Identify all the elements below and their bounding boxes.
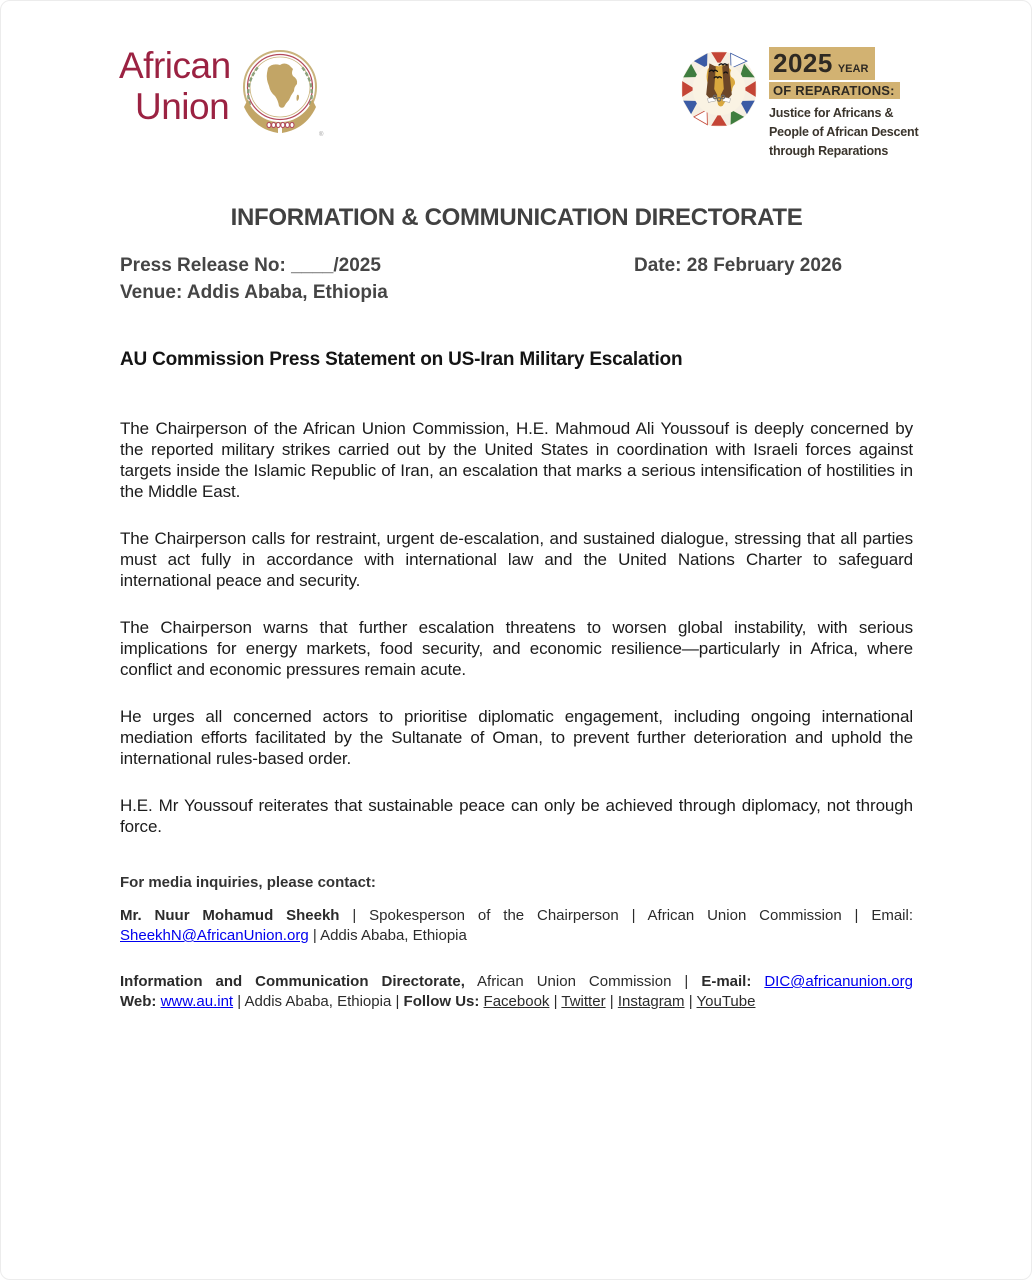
- email-label: E-mail:: [701, 973, 752, 990]
- svg-text:®: ®: [318, 132, 324, 138]
- spokesperson-role: | Spokesperson of the Chairperson | African Union Commission | Email:: [339, 907, 913, 924]
- directorate-email-link[interactable]: DIC@africanunion.org: [764, 973, 913, 990]
- reparations-year: 2025: [773, 48, 833, 78]
- press-release-footer: [120, 873, 913, 1012]
- press-release-content: [120, 204, 913, 1038]
- directorate-contact: [120, 972, 913, 1012]
- twitter-link[interactable]: Twitter: [561, 993, 606, 1010]
- reparations-emblem-icon: [679, 47, 759, 131]
- reparations-subtitle: OF REPARATIONS:: [769, 82, 900, 99]
- directorate-org: African Union Commission |: [464, 973, 702, 990]
- follow-us-label: Follow Us:: [403, 993, 480, 1010]
- paragraph-5: H.E. Mr Youssouf reiterates that sustainable peace can only be achieved through diplomacy, not through force.: [120, 796, 913, 836]
- address-text: | Addis Ababa, Ethiopia |: [233, 993, 404, 1010]
- spokesperson-location: | Addis Ababa, Ethiopia: [308, 927, 467, 944]
- directorate-name: Information and Communication Directorate,: [120, 973, 465, 990]
- reparations-year-banner: [769, 47, 875, 80]
- reparations-tagline-2: People of African Descent: [769, 125, 919, 139]
- reparations-2025-logo: [679, 47, 918, 159]
- press-release-date: Date: 28 February 2026: [634, 255, 843, 276]
- separator: |: [553, 993, 558, 1010]
- press-release-venue: Venue: Addis Ababa, Ethiopia: [120, 282, 388, 303]
- spokesperson-contact: [120, 906, 913, 946]
- au-wordmark-line2: Union: [135, 86, 230, 127]
- reparations-year-suffix: YEAR: [837, 63, 869, 75]
- directorate-heading: INFORMATION & COMMUNICATION DIRECTORATE: [230, 204, 803, 231]
- au-wordmark-line1: African: [119, 45, 231, 86]
- spokesperson-email-link[interactable]: SheekhN@AfricanUnion.org: [120, 927, 309, 944]
- reparations-text: [769, 47, 918, 159]
- facebook-link[interactable]: Facebook: [483, 993, 550, 1010]
- separator: |: [609, 993, 614, 1010]
- press-release-number: Press Release No: ____/2025: [120, 255, 381, 276]
- press-release-meta: [120, 252, 913, 306]
- youtube-link[interactable]: YouTube: [696, 993, 756, 1010]
- statement-title: AU Commission Press Statement on US-Iran Military Escalation: [120, 349, 683, 370]
- media-inquiries-heading: For media inquiries, please contact:: [120, 874, 376, 891]
- website-link[interactable]: www.au.int: [160, 993, 234, 1010]
- african-union-wordmark: [119, 45, 231, 127]
- reparations-tagline-3: through Reparations: [769, 144, 889, 158]
- separator: |: [688, 993, 693, 1010]
- spokesperson-name: Mr. Nuur Mohamud Sheekh: [120, 907, 340, 924]
- african-union-logo: [119, 45, 327, 141]
- paragraph-2: The Chairperson calls for restraint, urgent de-escalation, and sustained dialogue, stressing that all parties must act fully in accordance with international law and the United Nations Charter to safeguard international peace and security.: [120, 529, 913, 590]
- paragraph-3: The Chairperson warns that further escalation threatens to worsen global instability, with serious implications for energy markets, food security, and economic resilience—particularly in Africa, where conflict and economic pressures remain acute.: [120, 618, 913, 679]
- reparations-tagline-1: Justice for Africans &: [769, 106, 894, 120]
- instagram-link[interactable]: Instagram: [617, 993, 685, 1010]
- web-label: Web:: [120, 993, 157, 1010]
- paragraph-4: He urges all concerned actors to prioritise diplomatic engagement, including ongoing international mediation efforts facilitated by the Sultanate of Oman, to prevent further deterioration and uphold the international rules-based order.: [120, 707, 913, 768]
- african-union-emblem-icon: [233, 43, 327, 141]
- statement-body: [120, 418, 913, 837]
- paragraph-1: The Chairperson of the African Union Commission, H.E. Mahmoud Ali Youssouf is deeply concerned by the reported military strikes carried out by the United States in coordination with Israeli forces against targets inside the Islamic Republic of Iran, an escalation that marks a serious intensification of hostilities in the Middle East.: [120, 419, 913, 501]
